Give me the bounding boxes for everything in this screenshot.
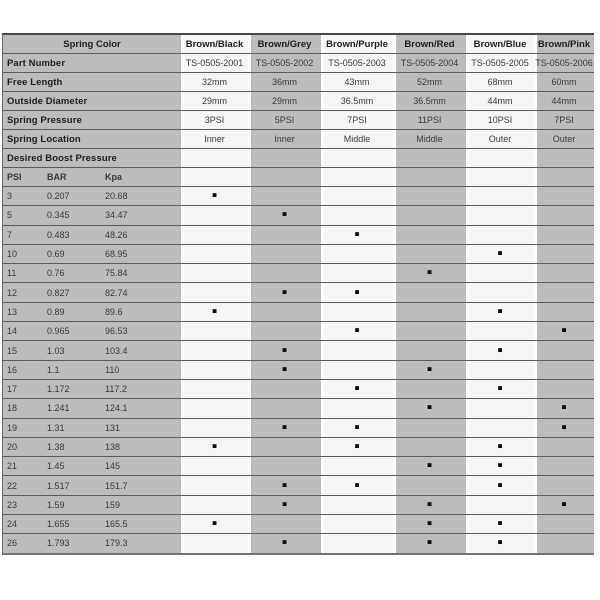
bar-cell: 1.38	[43, 438, 101, 456]
marker-cell	[321, 419, 393, 437]
marker-cell	[393, 515, 466, 533]
boost-row-psi-3	[3, 187, 594, 206]
marker-cell	[181, 187, 248, 205]
column-header-brown-red: Brown/Red	[393, 35, 466, 53]
marker-cell	[393, 361, 466, 379]
empty-cell	[321, 149, 393, 167]
spec-value-cell: 44mm	[466, 92, 534, 110]
marker-cell	[248, 380, 321, 398]
selection-marker-icon: ■	[354, 325, 360, 335]
boost-row-psi-16	[3, 361, 594, 380]
spec-row-spring-location	[3, 130, 594, 149]
marker-cell	[393, 245, 466, 263]
selection-marker-icon: ■	[497, 518, 503, 528]
spec-row-free-length	[3, 73, 594, 92]
marker-cell	[181, 476, 248, 494]
kpa-cell: 75.84	[101, 264, 181, 282]
selection-marker-icon: ■	[212, 306, 217, 316]
psi-cell: 22	[3, 476, 43, 494]
selection-marker-icon: ■	[497, 345, 503, 355]
marker-cell	[466, 361, 534, 379]
boost-row-psi-7	[3, 226, 594, 245]
bar-cell: 1.31	[43, 419, 101, 437]
bar-cell: 1.655	[43, 515, 101, 533]
marker-cell	[321, 380, 393, 398]
marker-cell	[534, 303, 594, 321]
selection-marker-icon: ■	[427, 364, 432, 374]
selection-marker-icon: ■	[497, 537, 503, 547]
selection-marker-icon: ■	[561, 422, 567, 432]
marker-cell	[393, 457, 466, 475]
marker-cell	[534, 496, 594, 514]
bar-cell: 1.793	[43, 534, 101, 552]
selection-marker-icon: ■	[354, 287, 360, 297]
selection-marker-icon: ■	[497, 441, 503, 451]
boost-row-psi-5	[3, 206, 594, 225]
marker-cell	[321, 283, 393, 301]
marker-cell	[248, 399, 321, 417]
kpa-cell: 89.6	[101, 303, 181, 321]
marker-cell	[248, 187, 321, 205]
empty-cell	[181, 168, 248, 186]
empty-cell	[466, 168, 534, 186]
column-header-brown-black: Brown/Black	[181, 35, 248, 53]
empty-cell	[534, 149, 594, 167]
psi-cell: 7	[3, 226, 43, 244]
bar-cell: 0.76	[43, 264, 101, 282]
psi-cell: 13	[3, 303, 43, 321]
kpa-cell: 124.1	[101, 399, 181, 417]
empty-cell	[248, 168, 321, 186]
selection-marker-icon: ■	[561, 402, 567, 412]
psi-cell: 12	[3, 283, 43, 301]
bar-cell: 1.03	[43, 341, 101, 359]
selection-marker-icon: ■	[212, 441, 217, 451]
selection-marker-icon: ■	[427, 518, 432, 528]
marker-cell	[466, 187, 534, 205]
empty-cell	[466, 149, 534, 167]
boost-row-psi-10	[3, 245, 594, 264]
marker-cell	[534, 341, 594, 359]
marker-cell	[393, 380, 466, 398]
marker-cell	[321, 515, 393, 533]
marker-cell	[466, 264, 534, 282]
psi-cell: 16	[3, 361, 43, 379]
selection-marker-icon: ■	[282, 499, 287, 509]
spec-value-cell: 68mm	[466, 73, 534, 91]
row-label-outside-diameter: Outside Diameter	[3, 92, 181, 110]
selection-marker-icon: ■	[561, 499, 567, 509]
empty-cell	[534, 168, 594, 186]
selection-marker-icon: ■	[561, 325, 567, 335]
selection-marker-icon: ■	[497, 248, 503, 258]
marker-cell	[321, 264, 393, 282]
row-label-part-number: Part Number	[3, 54, 181, 72]
spec-value-cell: Outer	[534, 130, 594, 148]
marker-cell	[321, 534, 393, 552]
spec-value-cell: 44mm	[534, 92, 594, 110]
marker-cell	[466, 419, 534, 437]
marker-cell	[393, 341, 466, 359]
marker-cell	[181, 245, 248, 263]
marker-cell	[466, 515, 534, 533]
marker-cell	[248, 419, 321, 437]
psi-cell: 5	[3, 206, 43, 224]
marker-cell	[321, 206, 393, 224]
marker-cell	[393, 206, 466, 224]
boost-row-psi-14	[3, 322, 594, 341]
marker-cell	[534, 399, 594, 417]
marker-cell	[466, 380, 534, 398]
marker-cell	[534, 438, 594, 456]
spec-value-cell: 10PSI	[466, 111, 534, 129]
selection-marker-icon: ■	[354, 422, 360, 432]
marker-cell	[248, 534, 321, 552]
kpa-cell: 20.68	[101, 187, 181, 205]
marker-cell	[321, 457, 393, 475]
kpa-cell: 131	[101, 419, 181, 437]
marker-cell	[181, 515, 248, 533]
marker-cell	[534, 380, 594, 398]
spec-value-cell: 43mm	[321, 73, 393, 91]
selection-marker-icon: ■	[354, 441, 360, 451]
bar-cell: 0.483	[43, 226, 101, 244]
unit-header-psi: PSI	[3, 168, 43, 186]
boost-row-psi-20	[3, 438, 594, 457]
psi-cell: 17	[3, 380, 43, 398]
spec-value-cell: Outer	[466, 130, 534, 148]
marker-cell	[181, 534, 248, 552]
spec-row-spring-pressure	[3, 111, 594, 130]
empty-cell	[181, 149, 248, 167]
bar-cell: 0.965	[43, 322, 101, 340]
marker-cell	[248, 515, 321, 533]
marker-cell	[321, 476, 393, 494]
spec-row-outside-diameter	[3, 92, 594, 111]
marker-cell	[248, 496, 321, 514]
bar-cell: 0.89	[43, 303, 101, 321]
marker-cell	[248, 322, 321, 340]
kpa-cell: 82.74	[101, 283, 181, 301]
spec-value-cell: 7PSI	[321, 111, 393, 129]
boost-row-psi-17	[3, 380, 594, 399]
marker-cell	[321, 245, 393, 263]
boost-row-psi-21	[3, 457, 594, 476]
selection-marker-icon: ■	[282, 480, 287, 490]
unit-header-bar: BAR	[43, 168, 101, 186]
psi-cell: 10	[3, 245, 43, 263]
selection-marker-icon: ■	[427, 537, 432, 547]
marker-cell	[393, 476, 466, 494]
marker-cell	[466, 496, 534, 514]
selection-marker-icon: ■	[497, 306, 503, 316]
spec-value-cell: Inner	[181, 130, 248, 148]
spec-value-cell: 36mm	[248, 73, 321, 91]
marker-cell	[534, 187, 594, 205]
marker-cell	[534, 419, 594, 437]
marker-cell	[181, 303, 248, 321]
selection-marker-icon: ■	[282, 209, 287, 219]
marker-cell	[534, 226, 594, 244]
marker-cell	[466, 303, 534, 321]
psi-cell: 3	[3, 187, 43, 205]
bar-cell: 1.517	[43, 476, 101, 494]
boost-header-row	[3, 168, 594, 187]
marker-cell	[321, 303, 393, 321]
marker-cell	[466, 283, 534, 301]
psi-cell: 21	[3, 457, 43, 475]
marker-cell	[393, 187, 466, 205]
boost-row-psi-12	[3, 283, 594, 302]
marker-cell	[181, 264, 248, 282]
boost-row-psi-15	[3, 341, 594, 360]
boost-row-psi-26	[3, 534, 594, 552]
selection-marker-icon: ■	[212, 518, 217, 528]
marker-cell	[534, 457, 594, 475]
kpa-cell: 96.53	[101, 322, 181, 340]
column-header-brown-pink: Brown/Pink	[534, 35, 594, 53]
marker-cell	[534, 283, 594, 301]
marker-cell	[466, 476, 534, 494]
selection-marker-icon: ■	[354, 383, 360, 393]
bar-cell: 0.827	[43, 283, 101, 301]
selection-marker-icon: ■	[497, 383, 503, 393]
spec-value-cell: TS-0505-2001	[181, 54, 248, 72]
bar-cell: 1.45	[43, 457, 101, 475]
marker-cell	[466, 226, 534, 244]
bar-cell: 0.69	[43, 245, 101, 263]
marker-cell	[248, 245, 321, 263]
psi-cell: 20	[3, 438, 43, 456]
marker-cell	[534, 264, 594, 282]
marker-cell	[181, 341, 248, 359]
marker-cell	[534, 322, 594, 340]
column-header-brown-grey: Brown/Grey	[248, 35, 321, 53]
selection-marker-icon: ■	[282, 537, 287, 547]
marker-cell	[248, 226, 321, 244]
marker-cell	[321, 496, 393, 514]
marker-cell	[466, 206, 534, 224]
marker-cell	[181, 361, 248, 379]
marker-cell	[534, 476, 594, 494]
marker-cell	[181, 496, 248, 514]
marker-cell	[181, 206, 248, 224]
spring-spec-table	[2, 33, 594, 555]
marker-cell	[321, 226, 393, 244]
marker-cell	[393, 419, 466, 437]
marker-cell	[248, 303, 321, 321]
marker-cell	[181, 322, 248, 340]
kpa-cell: 159	[101, 496, 181, 514]
boost-row-psi-23	[3, 496, 594, 515]
marker-cell	[248, 264, 321, 282]
spec-value-cell: 7PSI	[534, 111, 594, 129]
marker-cell	[393, 322, 466, 340]
marker-cell	[393, 438, 466, 456]
kpa-cell: 68.95	[101, 245, 181, 263]
empty-cell	[248, 149, 321, 167]
marker-cell	[466, 438, 534, 456]
boost-row-psi-18	[3, 399, 594, 418]
boost-row-psi-22	[3, 476, 594, 495]
marker-cell	[248, 361, 321, 379]
spec-value-cell: 36.5mm	[393, 92, 466, 110]
spring-color-header: Spring Color	[3, 35, 181, 53]
marker-cell	[321, 399, 393, 417]
psi-cell: 23	[3, 496, 43, 514]
marker-cell	[181, 438, 248, 456]
psi-cell: 24	[3, 515, 43, 533]
spec-value-cell: 52mm	[393, 73, 466, 91]
marker-cell	[466, 457, 534, 475]
bar-cell: 1.241	[43, 399, 101, 417]
bar-cell: 0.207	[43, 187, 101, 205]
selection-marker-icon: ■	[497, 480, 503, 490]
spec-value-cell: TS-0505-2005	[466, 54, 534, 72]
kpa-cell: 165.5	[101, 515, 181, 533]
spec-value-cell: TS-0505-2006	[534, 54, 594, 72]
boost-row-psi-24	[3, 515, 594, 534]
marker-cell	[321, 187, 393, 205]
marker-cell	[534, 534, 594, 552]
unit-header-kpa: Kpa	[101, 168, 181, 186]
marker-cell	[393, 399, 466, 417]
spec-value-cell: 5PSI	[248, 111, 321, 129]
boost-row-psi-13	[3, 303, 594, 322]
marker-cell	[181, 419, 248, 437]
row-label-spring-pressure: Spring Pressure	[3, 111, 181, 129]
kpa-cell: 145	[101, 457, 181, 475]
psi-cell: 19	[3, 419, 43, 437]
kpa-cell: 103.4	[101, 341, 181, 359]
kpa-cell: 138	[101, 438, 181, 456]
selection-marker-icon: ■	[354, 229, 360, 239]
marker-cell	[466, 322, 534, 340]
empty-cell	[393, 149, 466, 167]
selection-marker-icon: ■	[282, 345, 287, 355]
kpa-cell: 117.2	[101, 380, 181, 398]
marker-cell	[248, 457, 321, 475]
selection-marker-icon: ■	[282, 422, 287, 432]
kpa-cell: 48.26	[101, 226, 181, 244]
spec-value-cell: TS-0505-2003	[321, 54, 393, 72]
psi-cell: 11	[3, 264, 43, 282]
marker-cell	[248, 283, 321, 301]
selection-marker-icon: ■	[354, 480, 360, 490]
bar-cell: 1.1	[43, 361, 101, 379]
spec-value-cell: 11PSI	[393, 111, 466, 129]
spec-value-cell: 60mm	[534, 73, 594, 91]
bar-cell: 1.59	[43, 496, 101, 514]
marker-cell	[393, 534, 466, 552]
row-label-spring-location: Spring Location	[3, 130, 181, 148]
marker-cell	[534, 245, 594, 263]
marker-cell	[181, 380, 248, 398]
empty-cell	[393, 168, 466, 186]
spec-value-cell: TS-0505-2004	[393, 54, 466, 72]
marker-cell	[321, 322, 393, 340]
section-label: Desired Boost Pressure	[3, 149, 181, 167]
spec-value-cell: TS-0505-2002	[248, 54, 321, 72]
psi-cell: 14	[3, 322, 43, 340]
marker-cell	[393, 303, 466, 321]
marker-cell	[321, 361, 393, 379]
marker-cell	[181, 457, 248, 475]
marker-cell	[393, 283, 466, 301]
bar-cell: 1.172	[43, 380, 101, 398]
row-label-free-length: Free Length	[3, 73, 181, 91]
marker-cell	[466, 245, 534, 263]
spec-value-cell: 29mm	[248, 92, 321, 110]
marker-cell	[181, 283, 248, 301]
marker-cell	[321, 341, 393, 359]
column-header-brown-blue: Brown/Blue	[466, 35, 534, 53]
spec-value-cell: 32mm	[181, 73, 248, 91]
marker-cell	[248, 476, 321, 494]
selection-marker-icon: ■	[282, 364, 287, 374]
selection-marker-icon: ■	[497, 460, 503, 470]
marker-cell	[393, 496, 466, 514]
kpa-cell: 151.7	[101, 476, 181, 494]
spec-value-cell: 36.5mm	[321, 92, 393, 110]
selection-marker-icon: ■	[212, 190, 217, 200]
header-row	[3, 35, 594, 54]
boost-row-psi-11	[3, 264, 594, 283]
spec-value-cell: 29mm	[181, 92, 248, 110]
marker-cell	[321, 438, 393, 456]
marker-cell	[534, 206, 594, 224]
kpa-cell: 34.47	[101, 206, 181, 224]
selection-marker-icon: ■	[427, 499, 432, 509]
boost-row-psi-19	[3, 419, 594, 438]
marker-cell	[466, 341, 534, 359]
spec-value-cell: Middle	[393, 130, 466, 148]
spec-value-cell: 3PSI	[181, 111, 248, 129]
marker-cell	[181, 399, 248, 417]
bar-cell: 0.345	[43, 206, 101, 224]
marker-cell	[466, 399, 534, 417]
marker-cell	[248, 438, 321, 456]
selection-marker-icon: ■	[427, 402, 432, 412]
marker-cell	[393, 264, 466, 282]
spec-value-cell: Middle	[321, 130, 393, 148]
marker-cell	[248, 341, 321, 359]
kpa-cell: 179.3	[101, 534, 181, 552]
section-row-desired-boost-pressure	[3, 149, 594, 168]
marker-cell	[248, 206, 321, 224]
column-header-brown-purple: Brown/Purple	[321, 35, 393, 53]
marker-cell	[534, 361, 594, 379]
selection-marker-icon: ■	[427, 267, 432, 277]
empty-cell	[321, 168, 393, 186]
kpa-cell: 110	[101, 361, 181, 379]
marker-cell	[181, 226, 248, 244]
psi-cell: 18	[3, 399, 43, 417]
spec-row-part-number	[3, 54, 594, 73]
marker-cell	[393, 226, 466, 244]
spec-value-cell: Inner	[248, 130, 321, 148]
selection-marker-icon: ■	[427, 460, 432, 470]
psi-cell: 15	[3, 341, 43, 359]
selection-marker-icon: ■	[282, 287, 287, 297]
marker-cell	[466, 534, 534, 552]
psi-cell: 26	[3, 534, 43, 552]
marker-cell	[534, 515, 594, 533]
